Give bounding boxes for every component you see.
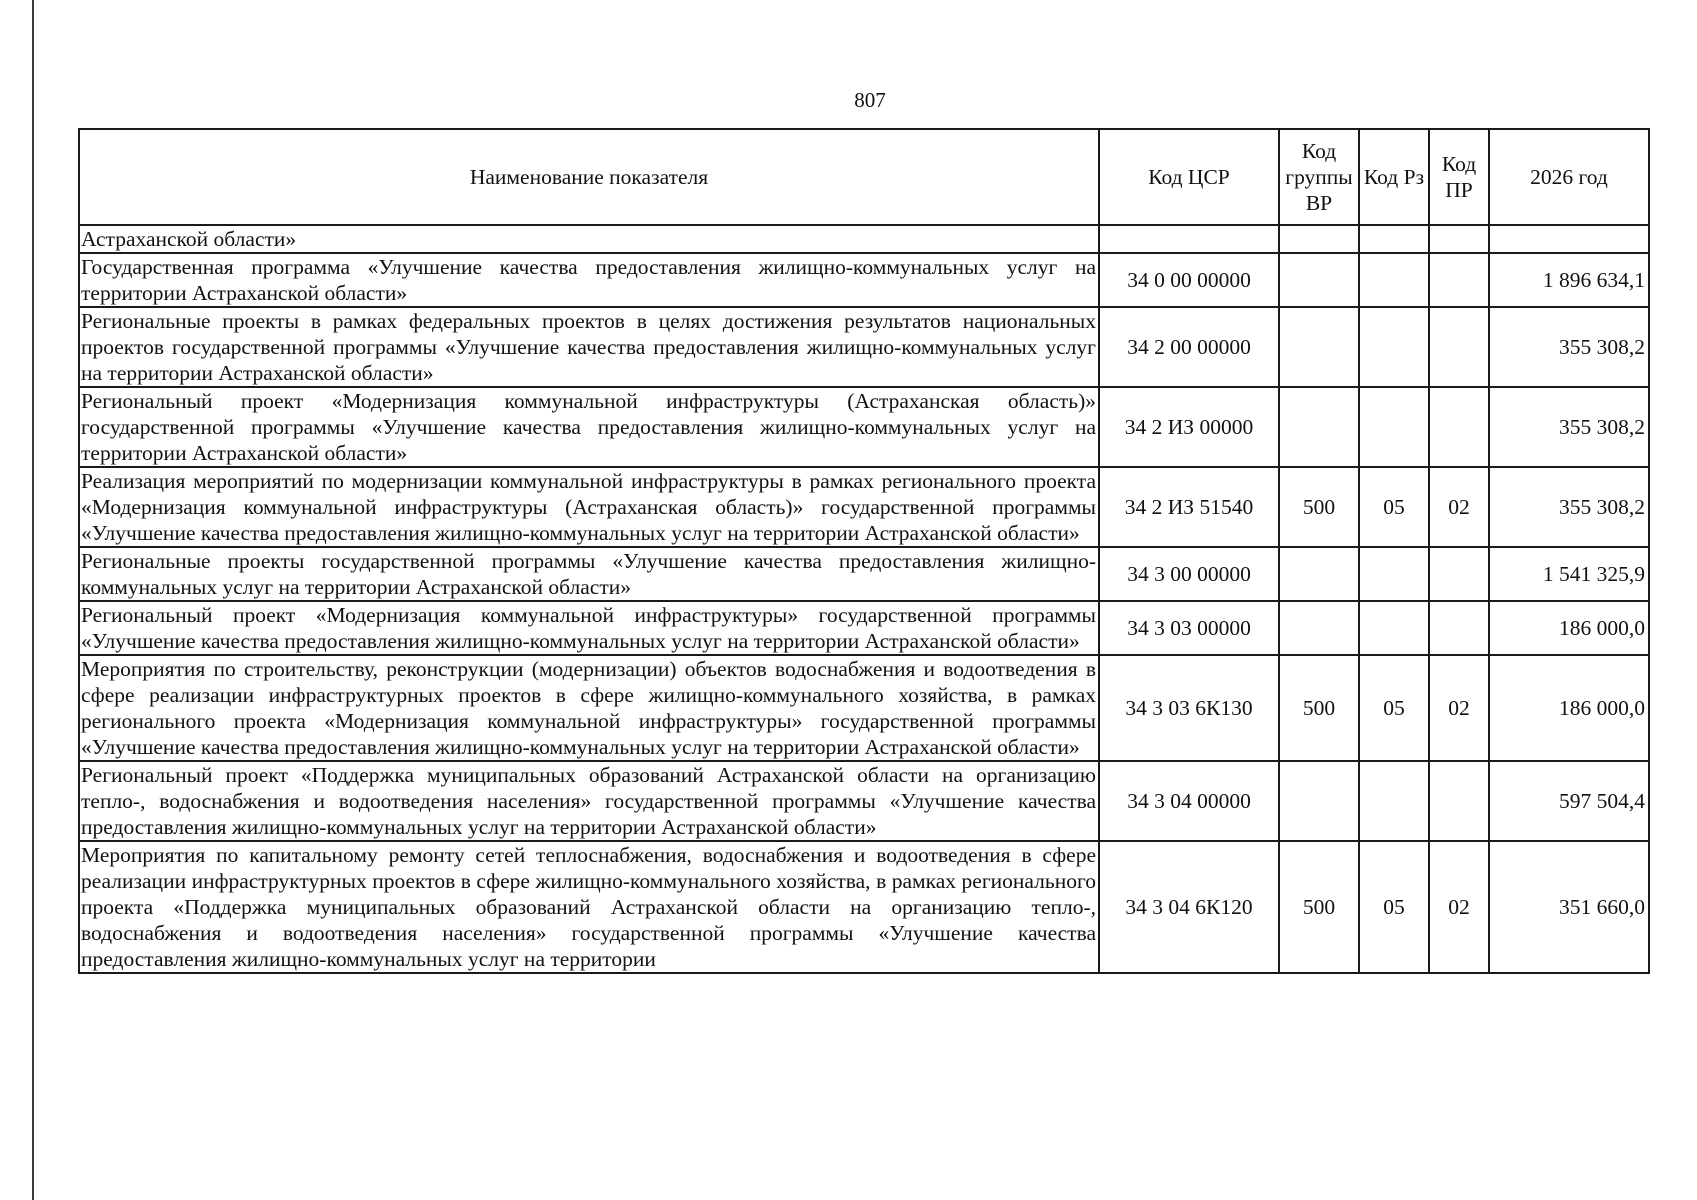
row-vr: [1279, 761, 1359, 841]
row-csr: 34 2 00 00000: [1099, 307, 1279, 387]
table-row: [79, 547, 1649, 601]
row-name: Региональный проект «Модернизация коммунальной инфраструктуры (Астраханская область)» государственной программы «Улучшение качества предоставления жилищно-коммунальных услуг на территории Астраханской области»: [79, 387, 1099, 467]
row-rz: [1359, 307, 1429, 387]
table-header: [79, 129, 1649, 225]
row-pr: [1429, 547, 1489, 601]
header-vr: Код группы ВР: [1279, 129, 1359, 225]
table-row: [79, 601, 1649, 655]
row-pr: [1429, 761, 1489, 841]
header-csr: Код ЦСР: [1099, 129, 1279, 225]
row-rz: [1359, 387, 1429, 467]
row-name: Мероприятия по строительству, реконструкции (модернизации) объектов водоснабжения и водоотведения в сфере реализации инфраструктурных проектов в сфере жилищно-коммунального хозяйства, в рамках регионального проекта «Модернизация коммунальной инфраструктуры» государственной программы «Улучшение качества предоставления жилищно-коммунальных услуг на территории Астраханской области»: [79, 655, 1099, 761]
row-vr: [1279, 225, 1359, 253]
scan-edge-line: [32, 0, 34, 1200]
row-rz: [1359, 547, 1429, 601]
table-row: [79, 225, 1649, 253]
header-rz: Код Рз: [1359, 129, 1429, 225]
row-vr: [1279, 387, 1359, 467]
row-vr: [1279, 547, 1359, 601]
row-csr: 34 0 00 00000: [1099, 253, 1279, 307]
row-name: Региональные проекты в рамках федеральных проектов в целях достижения результатов национальных проектов государственной программы «Улучшение качества предоставления жилищно-коммунальных услуг на территории Астраханской области»: [79, 307, 1099, 387]
table-row: [79, 467, 1649, 547]
row-pr: [1429, 225, 1489, 253]
row-vr: [1279, 253, 1359, 307]
row-amount: 1 541 325,9: [1489, 547, 1649, 601]
table-row: [79, 307, 1649, 387]
row-rz: [1359, 601, 1429, 655]
table-row: [79, 655, 1649, 761]
row-amount: 1 896 634,1: [1489, 253, 1649, 307]
row-pr: 02: [1429, 655, 1489, 761]
header-year: 2026 год: [1489, 129, 1649, 225]
row-vr: 500: [1279, 467, 1359, 547]
row-pr: [1429, 253, 1489, 307]
row-pr: 02: [1429, 467, 1489, 547]
row-rz: [1359, 225, 1429, 253]
row-name: Астраханской области»: [79, 225, 1099, 253]
row-rz: 05: [1359, 841, 1429, 973]
row-csr: 34 3 00 00000: [1099, 547, 1279, 601]
row-rz: 05: [1359, 467, 1429, 547]
row-vr: 500: [1279, 841, 1359, 973]
row-name: Региональные проекты государственной программы «Улучшение качества предоставления жилищно-коммунальных услуг на территории Астраханской области»: [79, 547, 1099, 601]
row-vr: 500: [1279, 655, 1359, 761]
row-amount: 597 504,4: [1489, 761, 1649, 841]
row-csr: 34 3 03 6К130: [1099, 655, 1279, 761]
table-row: [79, 761, 1649, 841]
row-rz: 05: [1359, 655, 1429, 761]
table-row: [79, 841, 1649, 973]
row-csr: 34 2 ИЗ 51540: [1099, 467, 1279, 547]
row-csr: 34 3 04 6К120: [1099, 841, 1279, 973]
row-csr: [1099, 225, 1279, 253]
row-name: Реализация мероприятий по модернизации коммунальной инфраструктуры в рамках регионального проекта «Модернизация коммунальной инфраструктуры (Астраханская область)» государственной программы «Улучшение качества предоставления жилищно-коммунальных услуг на территории Астраханской области»: [79, 467, 1099, 547]
row-name: Региональный проект «Поддержка муниципальных образований Астраханской области на организацию тепло-, водоснабжения и водоотведения населения» государственной программы «Улучшение качества предоставления жилищно-коммунальных услуг на территории Астраханской области»: [79, 761, 1099, 841]
row-amount: 355 308,2: [1489, 387, 1649, 467]
table-row: [79, 253, 1649, 307]
row-csr: 34 2 ИЗ 00000: [1099, 387, 1279, 467]
row-pr: [1429, 387, 1489, 467]
row-pr: [1429, 307, 1489, 387]
row-name: Мероприятия по капитальному ремонту сетей теплоснабжения, водоснабжения и водоотведения в сфере реализации инфраструктурных проектов в сфере жилищно-коммунального хозяйства, в рамках регионального проекта «Поддержка муниципальных образований Астраханской области на организацию тепло-, водоснабжения и водоотведения населения» государственной программы «Улучшение качества предоставления жилищно-коммунальных услуг на территории: [79, 841, 1099, 973]
row-pr: [1429, 601, 1489, 655]
row-amount: [1489, 225, 1649, 253]
budget-table: [78, 128, 1650, 974]
row-vr: [1279, 307, 1359, 387]
row-amount: 186 000,0: [1489, 601, 1649, 655]
row-rz: [1359, 761, 1429, 841]
row-amount: 355 308,2: [1489, 467, 1649, 547]
row-rz: [1359, 253, 1429, 307]
row-amount: 186 000,0: [1489, 655, 1649, 761]
header-row: [79, 129, 1649, 225]
row-amount: 351 660,0: [1489, 841, 1649, 973]
table-row: [79, 387, 1649, 467]
row-name: Государственная программа «Улучшение качества предоставления жилищно-коммунальных услуг на территории Астраханской области»: [79, 253, 1099, 307]
header-pr: Код ПР: [1429, 129, 1489, 225]
row-pr: 02: [1429, 841, 1489, 973]
row-name: Региональный проект «Модернизация коммунальной инфраструктуры» государственной программы «Улучшение качества предоставления жилищно-коммунальных услуг на территории Астраханской области»: [79, 601, 1099, 655]
page-number: 807: [854, 88, 886, 112]
row-amount: 355 308,2: [1489, 307, 1649, 387]
row-vr: [1279, 601, 1359, 655]
table-body: [79, 225, 1649, 973]
row-csr: 34 3 03 00000: [1099, 601, 1279, 655]
header-name: Наименование показателя: [79, 129, 1099, 225]
row-csr: 34 3 04 00000: [1099, 761, 1279, 841]
